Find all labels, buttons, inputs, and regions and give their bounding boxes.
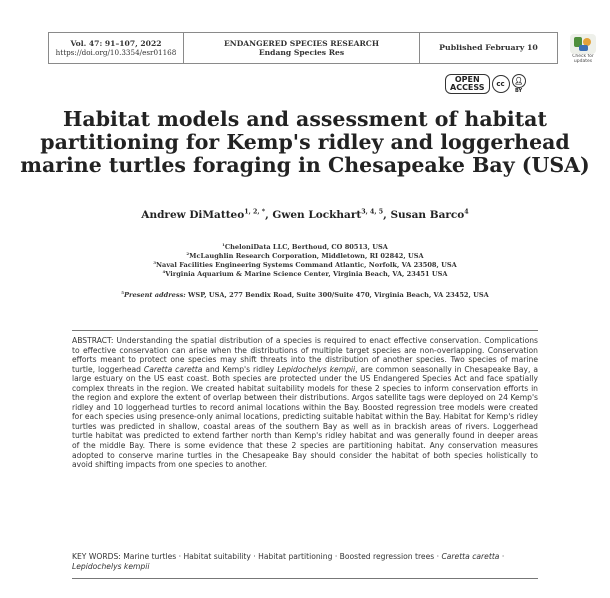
check-updates-label: Check for updates xyxy=(572,54,594,64)
affiliations xyxy=(0,243,610,279)
journal-name: ENDANGERED SPECIES RESEARCH xyxy=(223,38,380,48)
keywords-label: KEY WORDS: xyxy=(72,552,124,561)
keywords: KEY WORDS: Marine turtles · Habitat suitability · Habitat partitioning · Boosted regression trees · Caretta caretta · Lepidochelys kempii xyxy=(72,552,505,571)
author-affil-sup: 4 xyxy=(464,208,469,216)
abstract-top-rule xyxy=(72,330,538,331)
published-date: Published February 10 xyxy=(439,43,538,53)
author-name: Gwen Lockhart xyxy=(272,209,362,221)
author-list: Andrew DiMatteo$^{1, 2, *}$, Gwen Lockhart$^{3, 4, 5}$, Susan Barco$^4$ xyxy=(141,208,469,221)
published-cell xyxy=(420,33,557,63)
affiliation-line: $^2$McLaughlin Research Corporation, Middletown, RI 02842, USA xyxy=(186,250,424,260)
author-affil-sup: 1, 2, * xyxy=(244,208,266,216)
journal-abbrev: Endang Species Res xyxy=(258,48,345,57)
check-for-updates-badge[interactable] xyxy=(570,34,596,64)
volume-text: Vol. 47: 91–107, 2022 xyxy=(70,38,162,48)
affiliation-line: $^1$CheloniData LLC, Berthoud, CO 80513, USA xyxy=(222,241,388,251)
person-icon: 👤︎ xyxy=(512,74,526,88)
keywords-bottom-rule xyxy=(72,578,538,579)
author-affil-sup: 3, 4, 5 xyxy=(361,208,384,216)
open-access-icon[interactable]: OPEN ACCESS xyxy=(445,74,490,94)
creative-commons-icon[interactable]: cc xyxy=(492,75,510,93)
attribution-icon[interactable]: 👤︎ BY xyxy=(512,74,526,94)
author-name: Andrew DiMatteo xyxy=(141,209,245,221)
journal-header xyxy=(48,32,558,64)
author-name: Susan Barco xyxy=(390,209,465,221)
license-badges xyxy=(445,74,526,94)
check-updates-icon xyxy=(570,34,596,54)
present-address: $^5$Present address: WSP, USA, 277 Bendix Road, Suite 300/Suite 470, Virginia Beach, VA 23452, USA xyxy=(121,289,489,299)
journal-cell xyxy=(184,33,420,63)
abstract-label: ABSTRACT: xyxy=(72,336,117,345)
doi-link[interactable]: https://doi.org/10.3354/esr01168 xyxy=(55,48,177,57)
abstract: ABSTRACT: Understanding the spatial distribution of a species is required to enact effective conservation. Complications to effective conservation can arise when the distributions of multiple target species are non-overlapping. Conservation efforts meant to protect one species may shift threats into the distribution of another species. Two species of marine turtle, loggerhead Caretta caretta and Kemp's ridley Lepidochelys kempii, are common seasonally in Chesapeake Bay, a large estuary on the US east coast. Both species are protected under the US Endangered Species Act and face spatially complex threats in the region. We created habitat suitability models for these 2 species to inform conservation efforts in the region and explore the extent of overlap between their distributions. Argos satellite tags were deployed on 24 Kemp's ridley and 10 loggerhead turtles to record animal locations within the Bay. Boosted regression tree models were created for each species using presence-only animal locations, predicting suitable habitat within the Bay. Habitat for Kemp's ridley turtles was predicted in shallow, coastal areas of the southern Bay as well as in brackish areas of rivers. Loggerhead turtle habitat was predicted to extend farther north than Kemp's ridley habitat and was generally found in deeper areas of the middle Bay. There is some evidence that these 2 species are partitioning habitat. Any conservation measures adopted to conserve marine turtles in the Chesapeake Bay should consider the habitat of both species holistically to avoid shifting impacts from one species to another. xyxy=(72,336,538,470)
volume-cell xyxy=(49,33,184,63)
article-title: Habitat models and assessment of habitat partitioning for Kemp's ridley and loggerhead marine turtles foraging in Chesapeake Bay (USA) xyxy=(20,107,590,177)
affiliation-line: $^4$Virginia Aquarium & Marine Science Center, Virginia Beach, VA, 23451 USA xyxy=(162,268,448,278)
affiliation-line: $^3$Naval Facilities Engineering Systems Command Atlantic, Norfolk, VA 23508, USA xyxy=(153,259,457,269)
